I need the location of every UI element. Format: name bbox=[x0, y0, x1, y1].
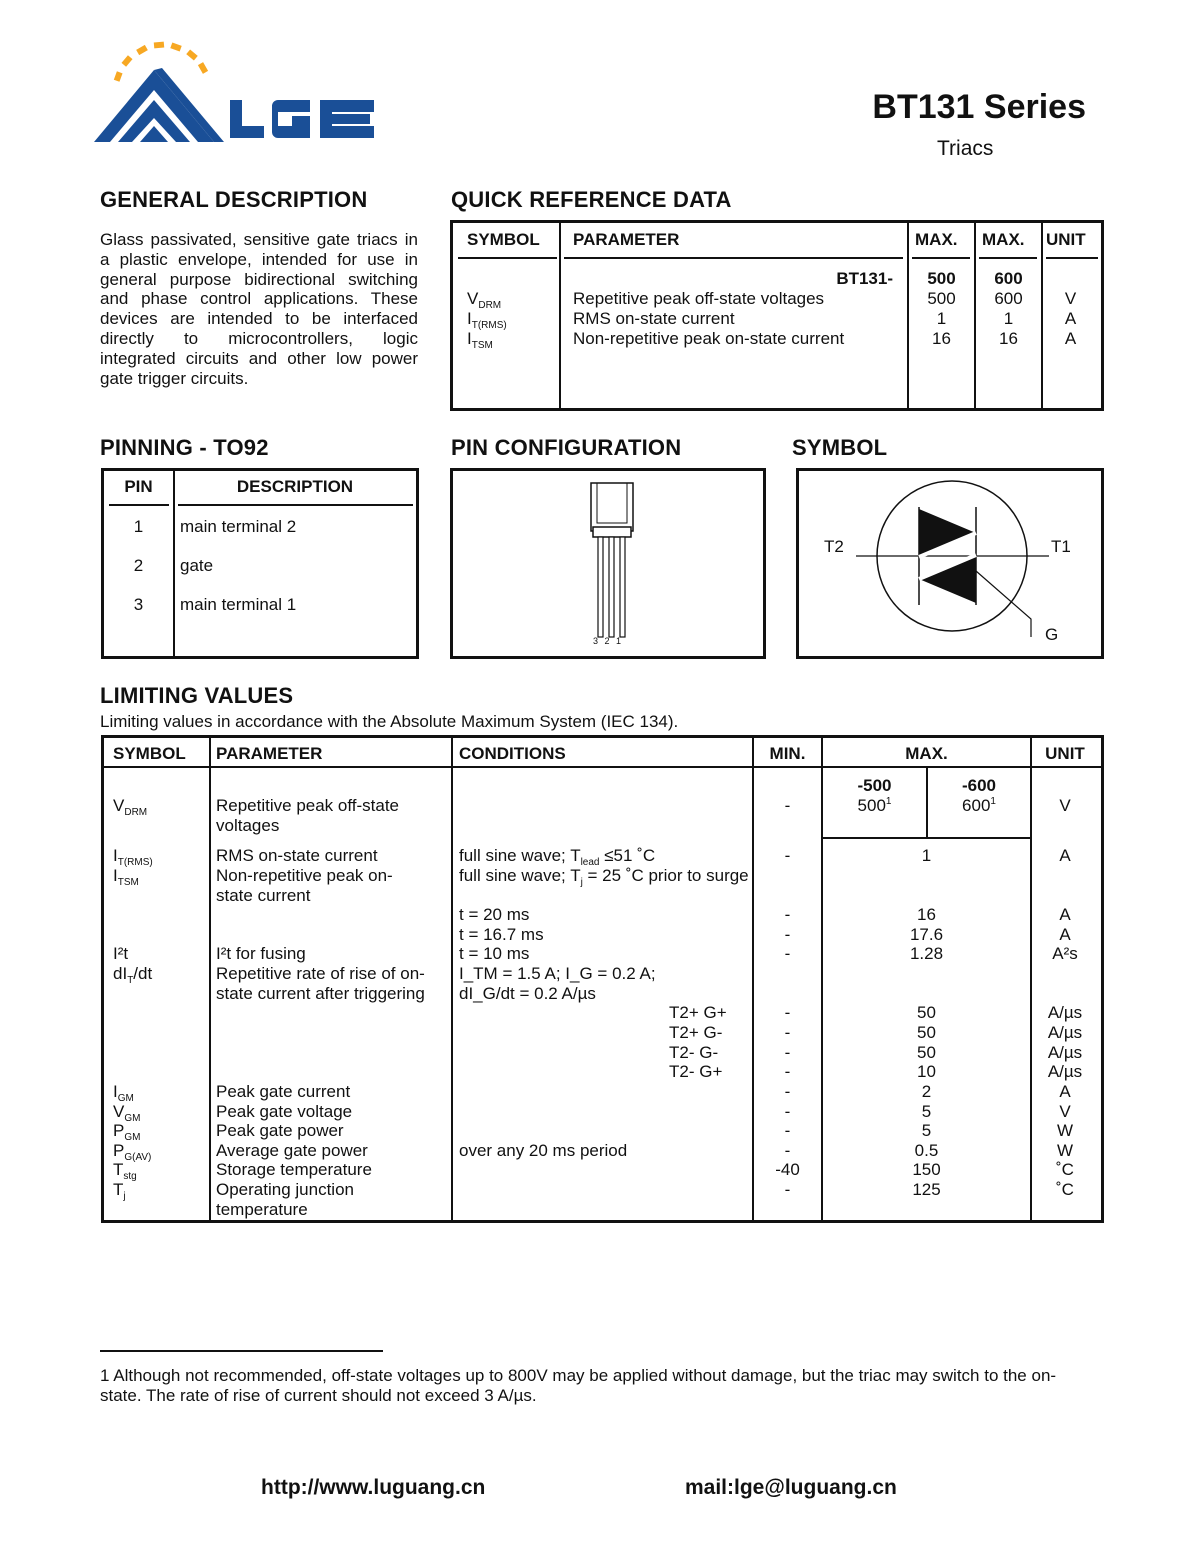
pin-number: 1 bbox=[133, 517, 144, 536]
lv-header-max: MAX. bbox=[905, 744, 948, 763]
lv-condition: full sine wave; $T_j = 25$ ˚C prior to surge bbox=[459, 866, 749, 888]
lv-header-unit: UNIT bbox=[1045, 744, 1085, 763]
lv-header-symbol: SYMBOL bbox=[113, 744, 186, 763]
footnote-number: 1 bbox=[100, 1366, 110, 1385]
lv-symbol: I²t bbox=[113, 944, 129, 963]
pinning-header-pin: PIN bbox=[124, 477, 153, 496]
pin-description: main terminal 2 bbox=[180, 517, 297, 536]
lv-min: - bbox=[784, 796, 791, 815]
pin-description: main terminal 1 bbox=[180, 595, 297, 614]
lv-vdrm-max-600: $600^1$ bbox=[962, 796, 996, 815]
qr-type-label: BT131- bbox=[836, 269, 893, 288]
qr-row-max1: 16 bbox=[932, 329, 951, 348]
lv-header-min: MIN. bbox=[769, 744, 806, 763]
logo-icon bbox=[92, 38, 382, 148]
qr-row-unit: A bbox=[1064, 329, 1077, 348]
qr-row-symbol: $I_{T(RMS)}$ bbox=[467, 309, 507, 331]
lv-max: 0.5 bbox=[914, 1141, 939, 1160]
limiting-values-table bbox=[101, 735, 1104, 1223]
lv-condition: t = 10 ms bbox=[459, 944, 530, 963]
symbol-label-t1: T1 bbox=[1051, 537, 1071, 556]
limiting-values-heading: LIMITING VALUES bbox=[100, 683, 294, 708]
lv-condition: over any 20 ms period bbox=[459, 1141, 628, 1160]
footnote-divider bbox=[100, 1350, 383, 1352]
lv-unit: W bbox=[1056, 1141, 1074, 1160]
lv-unit: A bbox=[1059, 925, 1071, 944]
symbol-label-g: G bbox=[1045, 625, 1059, 644]
lv-min: - bbox=[784, 1043, 791, 1062]
symbol-box bbox=[796, 468, 1104, 659]
footer-mail-link[interactable]: mail:lge@luguang.cn bbox=[685, 1476, 897, 1499]
lv-parameter: Peak gate current bbox=[216, 1082, 351, 1101]
symbol-heading: SYMBOL bbox=[792, 435, 888, 460]
lv-header-parameter: PARAMETER bbox=[216, 744, 323, 763]
lv-min: - bbox=[784, 944, 791, 963]
lv-max: 50 bbox=[917, 1043, 936, 1062]
lv-variant-500: -500 bbox=[857, 776, 892, 795]
lv-unit: A bbox=[1059, 905, 1071, 924]
lv-header-conditions: CONDITIONS bbox=[459, 744, 566, 763]
lv-max: 16 bbox=[917, 905, 936, 924]
lv-condition: t = 20 ms bbox=[459, 905, 530, 924]
lv-max: 17.6 bbox=[909, 925, 944, 944]
lv-symbol: $T_{stg}$ bbox=[113, 1160, 137, 1182]
lv-vdrm-max-500: $500^1$ bbox=[857, 796, 892, 815]
datasheet-title: BT131 Series bbox=[872, 88, 1086, 126]
lv-min: - bbox=[784, 905, 791, 924]
lv-min: -40 bbox=[775, 1160, 800, 1179]
lv-condition: T2+ G+ bbox=[669, 1003, 727, 1022]
lv-min: - bbox=[784, 1062, 791, 1081]
lv-symbol: $P_{G(AV)}$ bbox=[113, 1141, 152, 1163]
lv-condition: t = 16.7 ms bbox=[459, 925, 544, 944]
pin-number: 2 bbox=[133, 556, 144, 575]
lv-min: - bbox=[784, 925, 791, 944]
qr-variant-500: 500 bbox=[927, 269, 956, 288]
qr-row-max2: 600 bbox=[994, 289, 1023, 308]
lv-min: - bbox=[784, 1121, 791, 1140]
qr-row-parameter: Repetitive peak off-state voltages bbox=[573, 289, 825, 308]
quick-reference-heading: QUICK REFERENCE DATA bbox=[451, 187, 732, 212]
lv-symbol: $V_{DRM}$ bbox=[113, 796, 148, 818]
qr-row-parameter: RMS on-state current bbox=[573, 309, 735, 328]
general-description-text: Glass passivated, sensitive gate triacs in a plastic envelope, intended for use in general purpose bidirectional switching and phase control applications. These devices are intended to be interfaced directly to microcontrollers, logic integrated circuits and other low power gate trigger circuits. bbox=[100, 230, 418, 388]
lv-condition: full sine wave; $T_{lead} \le 51$ ˚C bbox=[459, 846, 656, 868]
lv-unit: A/µs bbox=[1047, 1003, 1083, 1022]
lv-unit: A/µs bbox=[1047, 1062, 1083, 1081]
lv-variant-600: -600 bbox=[961, 776, 997, 795]
company-logo bbox=[92, 38, 382, 148]
qr-row-symbol: $I_{TSM}$ bbox=[467, 329, 493, 351]
lv-min: - bbox=[784, 1023, 791, 1042]
qr-row-max2: 16 bbox=[999, 329, 1018, 348]
qr-variant-600: 600 bbox=[994, 269, 1023, 288]
lv-min: - bbox=[784, 1003, 791, 1022]
qr-header-unit: UNIT bbox=[1046, 230, 1086, 249]
lv-max: 1.28 bbox=[909, 944, 944, 963]
lv-max: 50 bbox=[917, 1003, 936, 1022]
symbol-label-t2: T2 bbox=[824, 537, 844, 556]
qr-header-max-2: MAX. bbox=[982, 230, 1025, 249]
footnote bbox=[100, 1366, 1080, 1406]
lv-parameter: Non-repetitive peak on-state current bbox=[216, 866, 393, 905]
lv-symbol: $I_{T(RMS)}$ bbox=[113, 846, 153, 868]
lv-condition: I_TM = 1.5 A; I_G = 0.2 A; dI_G/dt = 0.2 A/µs bbox=[459, 964, 656, 1003]
lv-min: - bbox=[784, 1141, 791, 1160]
qr-header-symbol: SYMBOL bbox=[467, 230, 540, 249]
lv-symbol: $T_j$ bbox=[113, 1180, 126, 1202]
lv-unit: A²s bbox=[1052, 944, 1078, 963]
datasheet-subtitle: Triacs bbox=[937, 137, 994, 160]
footer-url-link[interactable]: http://www.luguang.cn bbox=[261, 1476, 486, 1499]
quick-reference-table bbox=[450, 220, 1104, 411]
lv-min: - bbox=[784, 846, 791, 865]
lv-min: - bbox=[784, 1082, 791, 1101]
qr-row-max1: 1 bbox=[936, 309, 947, 328]
lv-condition: T2- G+ bbox=[669, 1062, 723, 1081]
qr-row-max2: 1 bbox=[1003, 309, 1014, 328]
lv-min: - bbox=[784, 1102, 791, 1121]
pinning-heading: PINNING - TO92 bbox=[100, 435, 269, 460]
qr-header-max-1: MAX. bbox=[915, 230, 958, 249]
pin-description: gate bbox=[180, 556, 214, 575]
lv-symbol: $I_{TSM}$ bbox=[113, 866, 139, 888]
qr-row-unit: V bbox=[1064, 289, 1077, 308]
lv-parameter: Storage temperature bbox=[216, 1160, 372, 1179]
lv-parameter: I²t for fusing bbox=[216, 944, 306, 963]
lv-unit: A bbox=[1059, 1082, 1071, 1101]
lv-unit: A/µs bbox=[1047, 1043, 1083, 1062]
general-description-heading: GENERAL DESCRIPTION bbox=[100, 187, 368, 212]
lv-parameter: Repetitive rate of rise of on-state current after triggering bbox=[216, 964, 425, 1003]
lv-unit: A bbox=[1059, 846, 1071, 865]
pin-configuration-labels: 3 2 1 bbox=[593, 636, 624, 646]
lv-min: - bbox=[784, 1180, 791, 1199]
pinning-table bbox=[101, 468, 419, 659]
lv-unit: ˚C bbox=[1056, 1160, 1074, 1179]
lv-parameter: Average gate power bbox=[216, 1141, 368, 1160]
qr-row-parameter: Non-repetitive peak on-state current bbox=[573, 329, 845, 348]
lv-max: 2 bbox=[921, 1082, 932, 1101]
pin-configuration-heading: PIN CONFIGURATION bbox=[451, 435, 682, 460]
lv-unit: A/µs bbox=[1047, 1023, 1083, 1042]
lv-parameter: RMS on-state current bbox=[216, 846, 378, 865]
lv-symbol: $V_{GM}$ bbox=[113, 1102, 141, 1124]
lv-symbol: $P_{GM}$ bbox=[113, 1121, 141, 1143]
qr-row-max1: 500 bbox=[927, 289, 956, 308]
lv-max: 10 bbox=[917, 1062, 936, 1081]
lv-condition: T2+ G- bbox=[669, 1023, 723, 1042]
lv-max: 50 bbox=[917, 1023, 936, 1042]
pin-number: 3 bbox=[133, 595, 144, 614]
lv-unit: V bbox=[1059, 796, 1071, 815]
lv-max: 1 bbox=[921, 846, 932, 865]
lv-parameter: Repetitive peak off-state voltages bbox=[216, 796, 400, 835]
lv-parameter: Peak gate voltage bbox=[216, 1102, 353, 1121]
lv-max: 150 bbox=[912, 1160, 941, 1179]
qr-row-unit: A bbox=[1064, 309, 1077, 328]
lv-max: 5 bbox=[921, 1102, 932, 1121]
limiting-values-intro: Limiting values in accordance with the Absolute Maximum System (IEC 134). bbox=[100, 712, 679, 731]
lv-unit: W bbox=[1056, 1121, 1074, 1140]
lv-unit: ˚C bbox=[1056, 1180, 1074, 1199]
footnote-text: Although not recommended, off-state voltages up to 800V may be applied without damage, but the triac may switch to the on-state. The rate of rise of current should not exceed 3 A/µs. bbox=[100, 1366, 1057, 1405]
lv-parameter: Operating junction temperature bbox=[216, 1180, 354, 1219]
lv-parameter: Peak gate power bbox=[216, 1121, 344, 1140]
to92-package-icon bbox=[453, 471, 763, 656]
lv-unit: V bbox=[1059, 1102, 1071, 1121]
lv-max: 5 bbox=[921, 1121, 932, 1140]
pin-configuration-box bbox=[450, 468, 766, 659]
lv-max: 125 bbox=[912, 1180, 941, 1199]
lv-symbol: $I_{GM}$ bbox=[113, 1082, 134, 1104]
lv-condition: T2- G- bbox=[669, 1043, 719, 1062]
qr-header-parameter: PARAMETER bbox=[573, 230, 680, 249]
pinning-header-description: DESCRIPTION bbox=[236, 477, 354, 496]
lv-symbol: $dI_T/dt$ bbox=[113, 964, 153, 986]
qr-row-symbol: $V_{DRM}$ bbox=[467, 289, 502, 311]
